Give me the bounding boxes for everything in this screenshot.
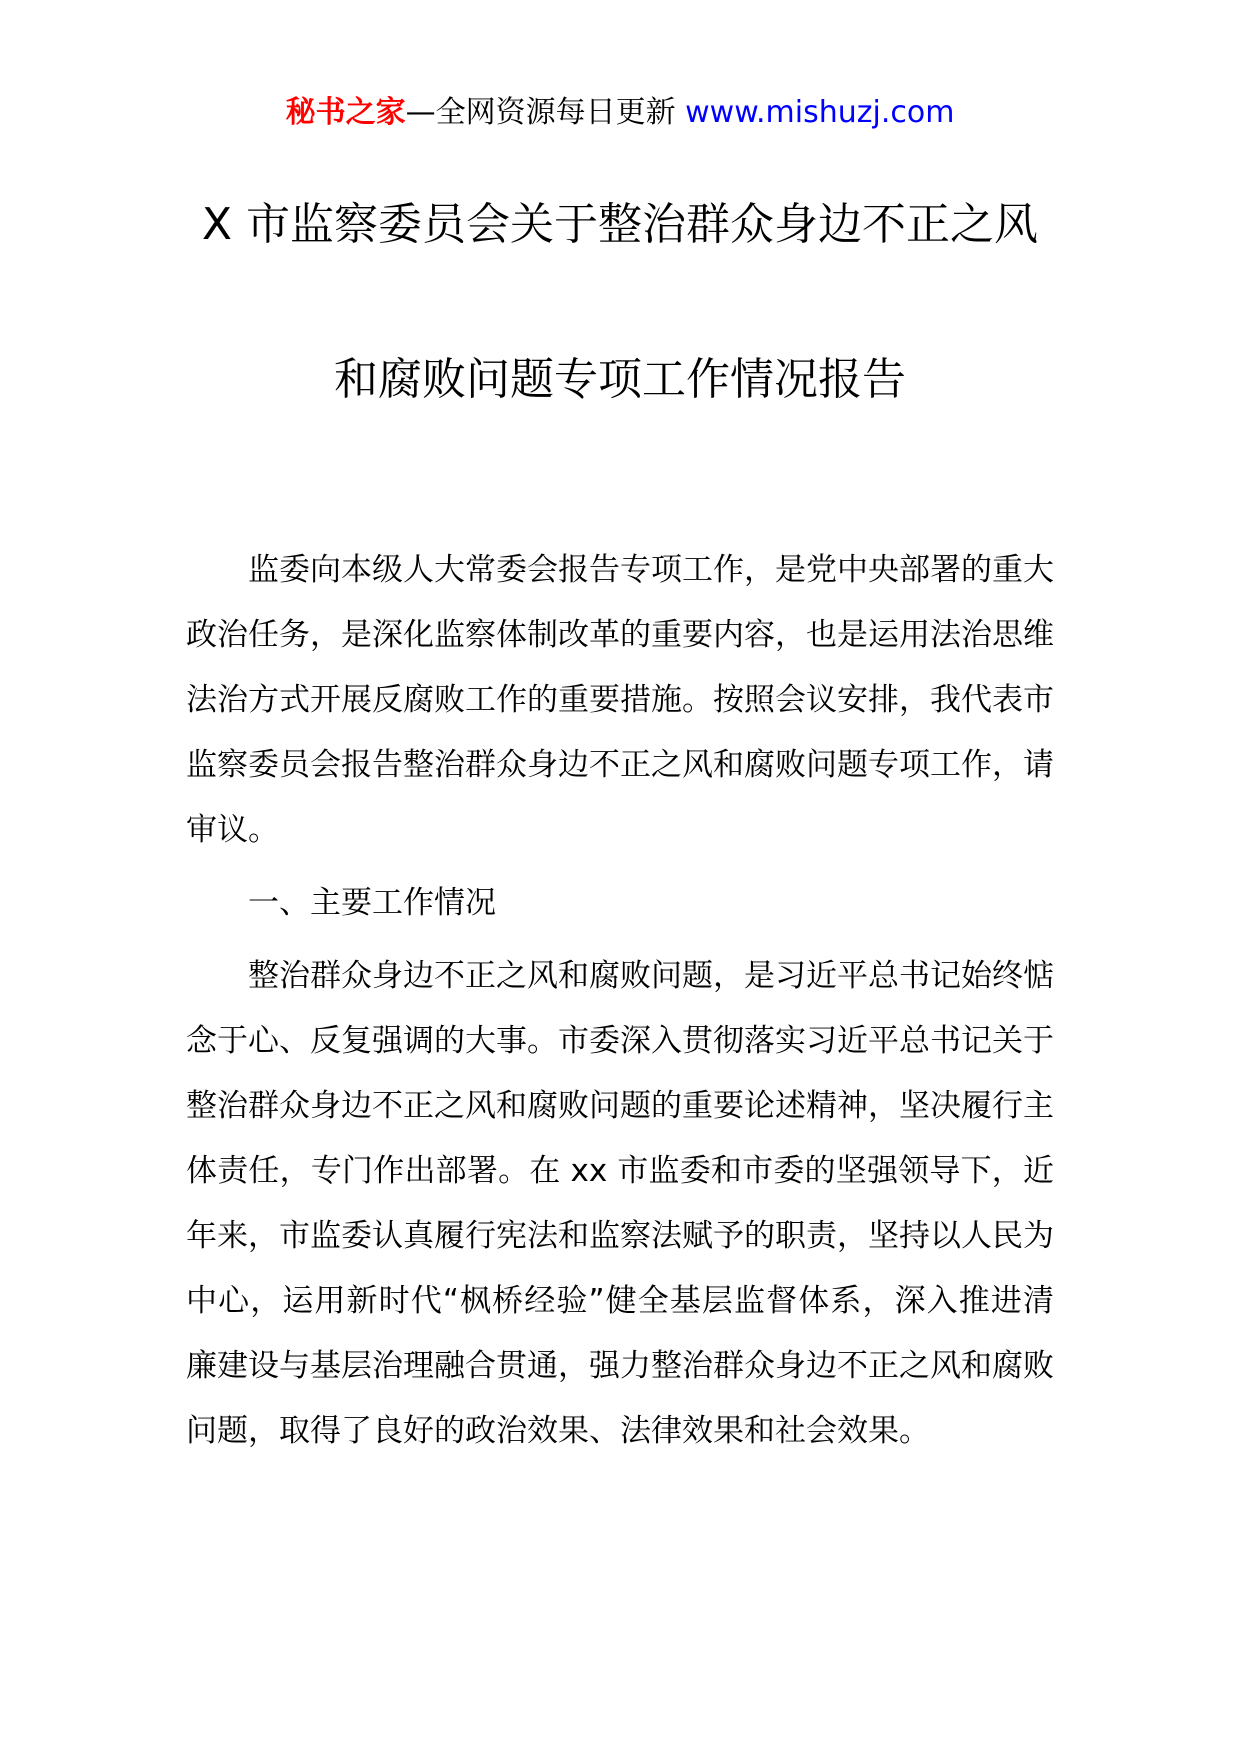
banner-site-url[interactable]: www.mishuzj.com [685, 95, 955, 130]
document-body [186, 538, 1054, 1464]
intro-paragraph: 监委向本级人大常委会报告专项工作，是党中央部署的重大政治任务，是深化监察体制改革的重要内容，也是运用法治思维法治方式开展反腐败工作的重要措施。按照会议安排，我代表市监察委员会报告整治群众身边不正之风和腐败问题专项工作，请审议。 [186, 552, 1054, 848]
banner-brand: 秘书之家 [285, 95, 406, 130]
document-title-line-2: 和腐败问题专项工作情况报告 [334, 354, 906, 405]
section-paragraph: 整治群众身边不正之风和腐败问题，是习近平总书记始终惦念于心、反复强调的大事。市委深入贯彻落实习近平总书记关于整治群众身边不正之风和腐败问题的重要论述精神，坚决履行主体责任，专门作出部署。在 xx 市监委和市委的坚强领导下，近年来，市监委认真履行宪法和监察法赋予的职责，坚持以人民为中心，运用新时代“枫桥经验”健全基层监督体系，深入推进清廉建设与基层治理融合贯通，强力整治群众身边不正之风和腐败问题，取得了良好的政治效果、法律效果和社会效果。 [186, 958, 1054, 1449]
document-title-line-1: X 市监察委员会关于整治群众身边不正之风 [201, 199, 1039, 250]
site-banner [0, 90, 1240, 136]
banner-tagline: —全网资源每日更新 [405, 95, 686, 130]
section-heading: 一、主要工作情况 [248, 885, 496, 921]
